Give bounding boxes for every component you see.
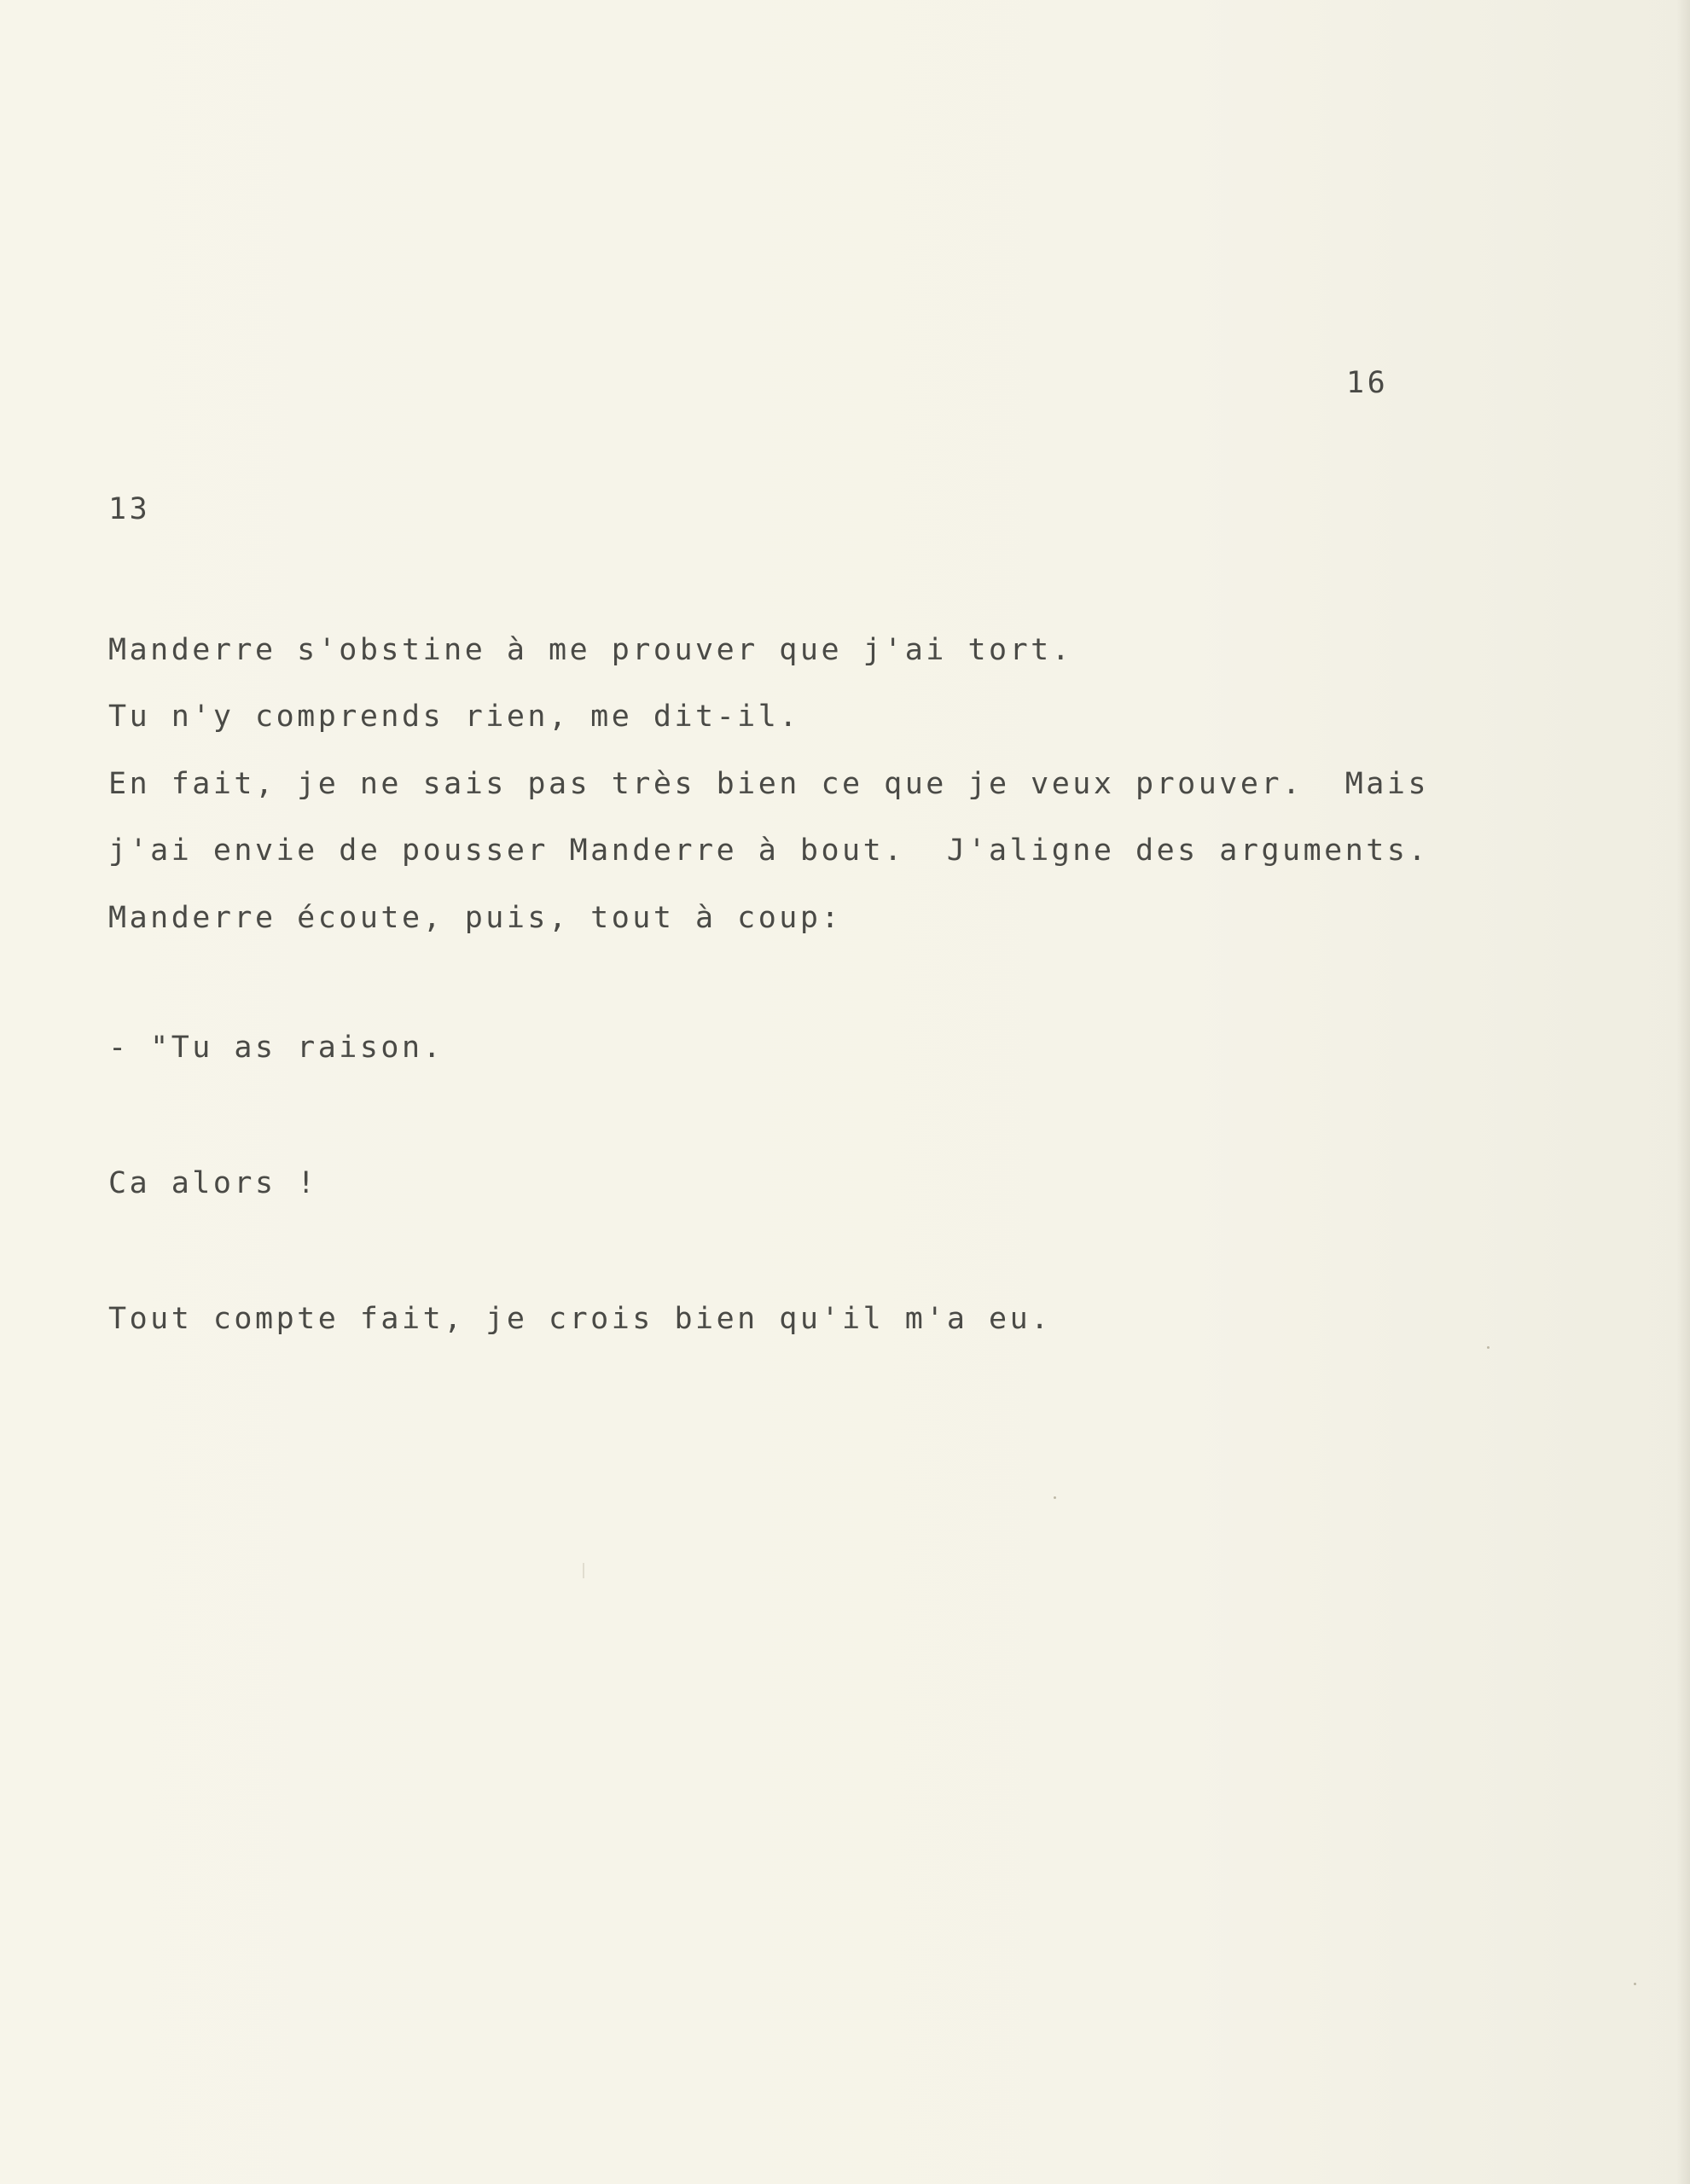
paper-speck	[1487, 1346, 1490, 1349]
dialogue-line: - "Tu as raison.	[108, 1031, 444, 1065]
text-line: Manderre écoute, puis, tout à coup:	[108, 901, 843, 935]
text-line: Tout compte fait, je crois bien qu'il m'a eu.	[108, 1302, 1052, 1336]
paper-speck	[1054, 1496, 1056, 1499]
text-line: En fait, je ne sais pas très bien ce que je veux prouver. Mais	[108, 767, 1430, 801]
page-number: 16	[1346, 366, 1389, 400]
text-line: Ca alors !	[108, 1166, 318, 1200]
page-edge-shadow	[1676, 0, 1690, 2184]
text-line: j'ai envie de pousser Manderre à bout. J'aligne des arguments.	[108, 834, 1430, 868]
text-line: Tu n'y comprends rien, me dit-il.	[108, 700, 800, 734]
paper-speck	[1634, 1983, 1636, 1985]
paper-scratch	[583, 1563, 584, 1578]
section-number: 13	[108, 492, 151, 526]
text-line: Manderre s'obstine à me prouver que j'ai tort.	[108, 633, 1073, 667]
